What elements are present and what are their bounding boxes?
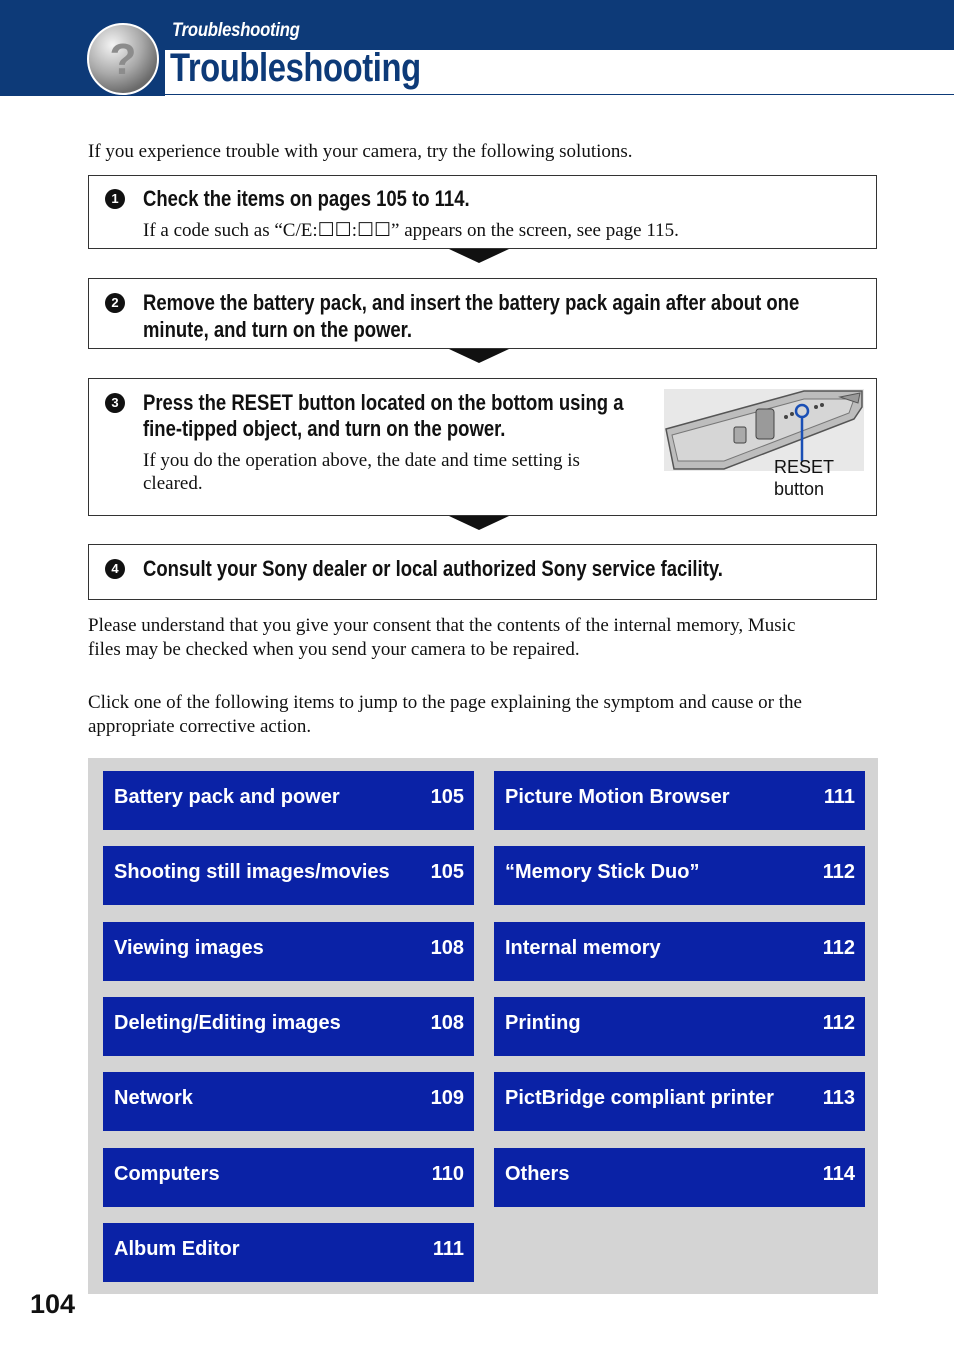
link-label: Others <box>505 1163 570 1185</box>
click-line1: Click one of the following items to jump to the page explaining the symptom and cause or the <box>88 692 802 713</box>
link-battery-pack-and-power[interactable] <box>103 771 474 830</box>
link-label: PictBridge compliant printer <box>505 1087 774 1109</box>
page-title: Troubleshooting <box>170 46 421 90</box>
link-label: Internal memory <box>505 937 661 959</box>
link-label: Printing <box>505 1012 581 1034</box>
link-label: “Memory Stick Duo” <box>505 861 700 883</box>
link-computers[interactable] <box>103 1148 474 1207</box>
header-rule <box>165 94 954 95</box>
link-page: 114 <box>822 1163 855 1185</box>
step-3-box <box>88 378 877 516</box>
link-page: 108 <box>430 1012 464 1034</box>
link-label: Network <box>114 1087 193 1109</box>
link-printing[interactable] <box>494 997 865 1056</box>
link-page: 105 <box>430 786 464 808</box>
section-label: Troubleshooting <box>172 20 300 41</box>
click-paragraph <box>88 691 888 739</box>
page-number: 104 <box>30 1289 76 1319</box>
step-2-title-line2: minute, and turn on the power. <box>143 317 412 342</box>
step-3-title-line2: fine-tipped object, and turn on the power. <box>143 416 506 441</box>
link-label: Viewing images <box>114 937 264 959</box>
link-picture-motion-browser[interactable] <box>494 771 865 830</box>
step-2-box <box>88 278 877 349</box>
consent-line1: Please understand that you give your consent that the contents of the internal memory, Music <box>88 615 796 636</box>
step-1-box <box>88 175 877 249</box>
link-page: 108 <box>430 937 464 959</box>
link-pictbridge-compliant-printer[interactable] <box>494 1072 865 1131</box>
link-album-editor[interactable] <box>103 1223 474 1282</box>
link-label: Album Editor <box>114 1238 240 1260</box>
link-page: 113 <box>822 1087 855 1109</box>
step-2-number: 2 <box>105 293 125 313</box>
svg-text:?: ? <box>109 35 137 84</box>
link-label: Shooting still images/movies <box>114 861 390 883</box>
link-label: Computers <box>114 1163 220 1185</box>
reset-button-label <box>774 456 834 500</box>
link-label: Battery pack and power <box>114 786 340 808</box>
link-page: 105 <box>430 861 464 883</box>
step-3-desc-line2: cleared. <box>143 473 203 494</box>
step-1-number: 1 <box>105 189 125 209</box>
intro-text: If you experience trouble with your camera, try the following solutions. <box>88 141 633 162</box>
link-label: Deleting/Editing images <box>114 1012 341 1034</box>
consent-paragraph <box>88 614 888 662</box>
link-viewing-images[interactable] <box>103 922 474 981</box>
step-arrow <box>449 349 509 363</box>
link-page: 111 <box>823 786 855 808</box>
step-arrow <box>449 249 509 263</box>
consent-line2: files may be checked when you send your camera to be repaired. <box>88 639 580 660</box>
link-internal-memory[interactable] <box>494 922 865 981</box>
step-3-title-line1: Press the RESET button located on the bottom using a <box>143 390 624 415</box>
step-3-desc-line1: If you do the operation above, the date and time setting is <box>143 450 580 471</box>
link-page: 112 <box>822 1012 855 1034</box>
reset-label-line2: button <box>774 479 825 499</box>
question-icon <box>86 22 160 96</box>
step-4-title: Consult your Sony dealer or local authorized Sony service facility. <box>143 556 723 581</box>
step-1-desc: If a code such as “C/E:☐☐:☐☐” appears on the screen, see page 115. <box>143 220 679 241</box>
link-network[interactable] <box>103 1072 474 1131</box>
step-2-title-line1: Remove the battery pack, and insert the battery pack again after about one <box>143 290 800 315</box>
step-4-number: 4 <box>105 559 125 579</box>
step-arrow <box>449 516 509 530</box>
link-memory-stick-duo[interactable] <box>494 846 865 905</box>
link-page: 112 <box>822 861 855 883</box>
link-page: 110 <box>431 1163 464 1185</box>
click-line2: appropriate corrective action. <box>88 716 312 737</box>
link-label: Picture Motion Browser <box>505 786 730 808</box>
link-shooting-still-images-movies[interactable] <box>103 846 474 905</box>
link-page: 111 <box>432 1238 464 1260</box>
step-3-number: 3 <box>105 393 125 413</box>
link-deleting-editing-images[interactable] <box>103 997 474 1056</box>
reset-label-line1: RESET <box>774 457 835 477</box>
link-others[interactable] <box>494 1148 865 1207</box>
step-4-box <box>88 544 877 600</box>
step-1-title: Check the items on pages 105 to 114. <box>143 186 470 211</box>
link-page: 112 <box>822 937 855 959</box>
link-page: 109 <box>430 1087 464 1109</box>
